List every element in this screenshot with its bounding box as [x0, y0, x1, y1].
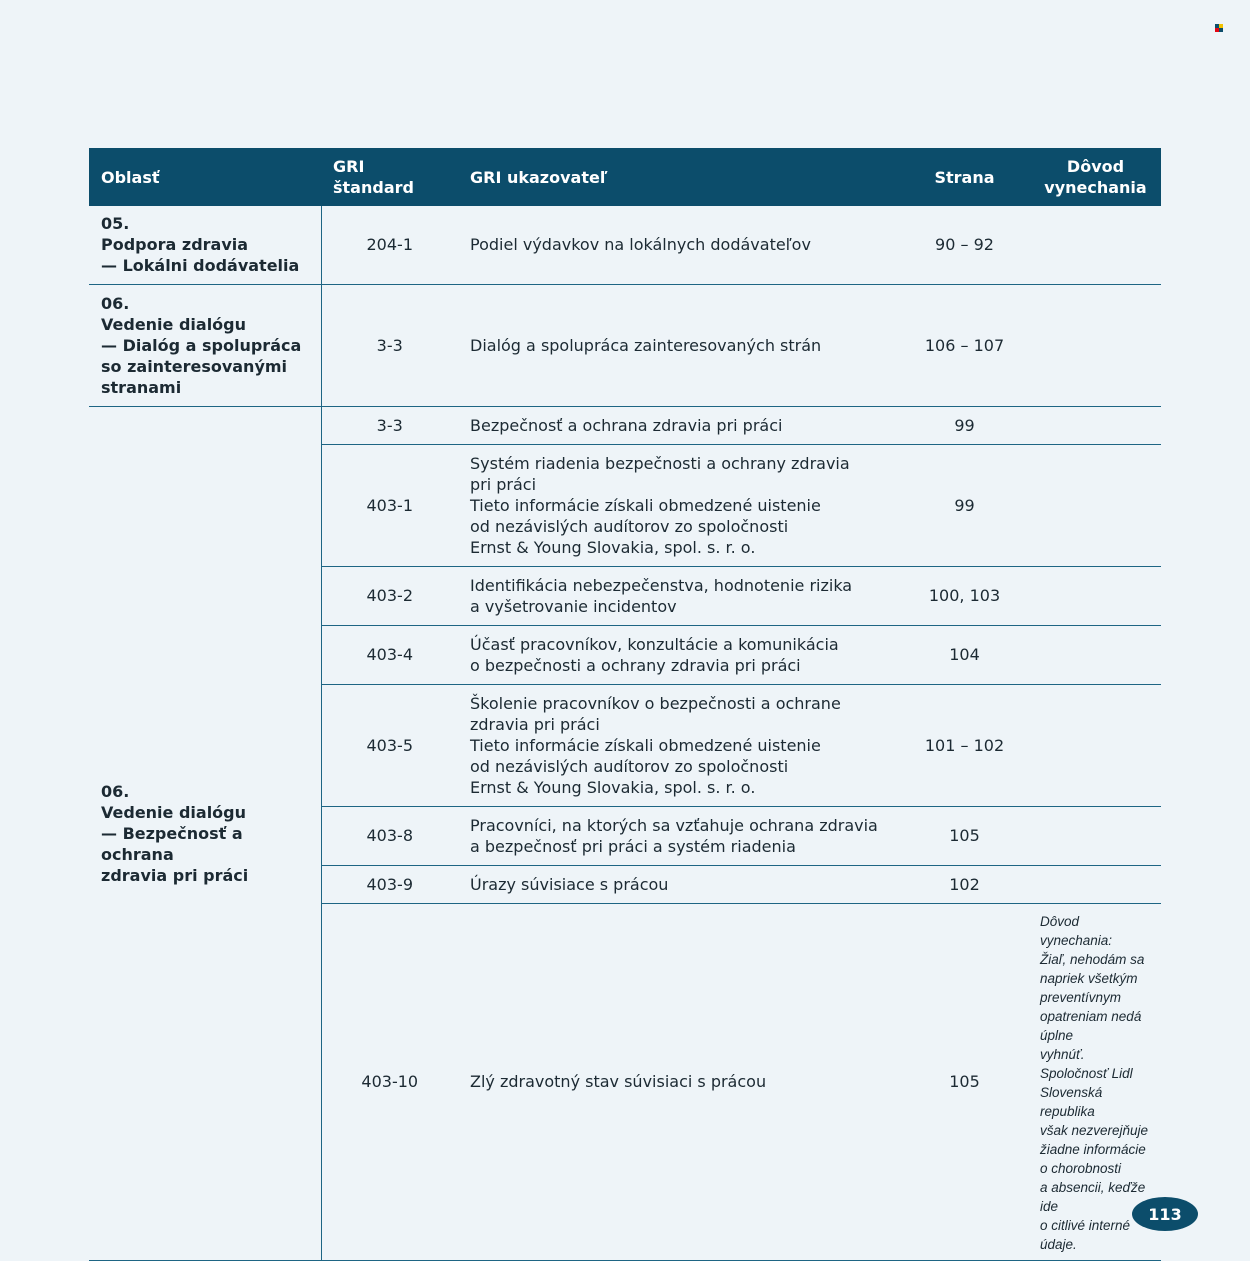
table-row [89, 206, 1161, 284]
standard-cell: 403-4 [321, 625, 458, 684]
standard-cell: 3-3 [321, 406, 458, 444]
indicator-cell [458, 206, 899, 284]
page-cell: 101 – 102 [899, 684, 1030, 806]
omission-reason-line: o chorobnosti [1040, 1160, 1122, 1176]
header-reason-line: vynechania [1044, 178, 1147, 197]
omission-reason-line: o citlivé interné údaje. [1040, 1217, 1131, 1252]
indicator-line: Účasť pracovníkov, konzultácie a komunikácia [470, 634, 839, 654]
area-label-line: stranami [101, 377, 182, 397]
header-reason [1030, 148, 1161, 206]
standard-cell: 403-2 [321, 566, 458, 625]
area-label-line: zdravia pri práci [101, 865, 249, 885]
omission-reason-cell [1030, 444, 1161, 566]
indicator-line: Systém riadenia bezpečnosti a ochrany zdravia [470, 453, 850, 473]
indicator-line: Úrazy súvisiace s prácou [470, 874, 669, 894]
indicator-line: a vyšetrovanie incidentov [470, 596, 677, 616]
area-label-line: Podpora zdravia [101, 235, 249, 255]
table-header-row [89, 148, 1161, 206]
omission-reason-line: žiadne informácie [1040, 1141, 1146, 1157]
omission-reason-cell [1030, 206, 1161, 284]
header-page: Strana [899, 148, 1030, 206]
indicator-line: o bezpečnosti a ochrany zdravia pri práci [470, 655, 801, 675]
area-label-line: Vedenie dialógu [101, 802, 247, 822]
page-cell: 99 [899, 444, 1030, 566]
indicator-line: Tieto informácie získali obmedzené uistenie [470, 735, 821, 755]
omission-reason-line: Žiaľ, nehodám sa [1040, 951, 1145, 967]
indicator-line: a bezpečnosť pri práci a systém riadenia [470, 836, 796, 856]
indicator-line: Dialóg a spolupráca zainteresovaných strán [470, 335, 822, 355]
page-cell: 90 – 92 [899, 206, 1030, 284]
indicator-line: Tieto informácie získali obmedzené uistenie [470, 495, 821, 515]
page-cell: 99 [899, 406, 1030, 444]
standard-cell: 403-1 [321, 444, 458, 566]
page-cell: 104 [899, 625, 1030, 684]
page-cell: 105 [899, 806, 1030, 865]
omission-reason-cell [1030, 284, 1161, 406]
indicator-line: Podiel výdavkov na lokálnych dodávateľov [470, 235, 811, 255]
omission-reason-line: a absencii, keďže ide [1040, 1179, 1146, 1214]
omission-reason-line: Slovenská republika [1040, 1084, 1103, 1119]
indicator-cell [458, 406, 899, 444]
area-label-line: Vedenie dialógu [101, 314, 247, 334]
omission-reason-line: vyhnúť. Spoločnosť Lidl [1040, 1046, 1133, 1081]
omission-reason-cell [1030, 566, 1161, 625]
standard-cell: 204-1 [321, 206, 458, 284]
indicator-cell [458, 444, 899, 566]
header-standard: GRI štandard [321, 148, 458, 206]
standard-cell: 403-5 [321, 684, 458, 806]
area-cell [89, 406, 321, 1260]
table-row [89, 284, 1161, 406]
omission-reason-cell [1030, 806, 1161, 865]
standard-cell: 403-10 [321, 903, 458, 1260]
indicator-cell [458, 566, 899, 625]
omission-reason-cell [1030, 406, 1161, 444]
omission-reason-line: preventívnym [1040, 989, 1122, 1005]
header-area: Oblasť [89, 148, 321, 206]
indicator-cell [458, 865, 899, 903]
indicator-cell [458, 625, 899, 684]
omission-reason-line: však nezverejňuje [1040, 1122, 1149, 1138]
indicator-line: od nezávislých audítorov zo spoločnosti [470, 756, 789, 776]
indicator-cell [458, 903, 899, 1260]
indicator-line: Identifikácia nebezpečenstva, hodnotenie rizika [470, 575, 853, 595]
omission-reason-cell [1030, 625, 1161, 684]
page-number: 113 [1132, 1197, 1198, 1231]
indicator-line: Bezpečnosť a ochrana zdravia pri práci [470, 415, 783, 435]
indicator-line: pri práci [470, 474, 537, 494]
page-cell: 106 – 107 [899, 284, 1030, 406]
indicator-line: Školenie pracovníkov o bezpečnosti a ochrane [470, 693, 841, 713]
gri-index-table [89, 148, 1161, 1261]
standard-cell: 3-3 [321, 284, 458, 406]
area-cell [89, 206, 321, 284]
area-label-line: so zainteresovanými [101, 356, 288, 376]
table-row [89, 406, 1161, 444]
indicator-line: Ernst & Young Slovakia, spol. s. r. o. [470, 777, 756, 797]
area-label-line: — Lokálni dodávatelia [101, 256, 300, 276]
omission-reason-line: napriek všetkým [1040, 970, 1138, 986]
page-cell: 105 [899, 903, 1030, 1260]
indicator-line: od nezávislých audítorov zo spoločnosti [470, 516, 789, 536]
page-cell: 100, 103 [899, 566, 1030, 625]
indicator-cell [458, 684, 899, 806]
omission-reason-cell [1030, 684, 1161, 806]
indicator-line: zdravia pri práci [470, 714, 600, 734]
header-reason-line: Dôvod [1066, 157, 1125, 176]
page-cell: 102 [899, 865, 1030, 903]
indicator-line: Pracovníci, na ktorých sa vzťahuje ochrana zdravia [470, 815, 878, 835]
area-label-line: — Dialóg a spolupráca [101, 335, 302, 355]
omission-reason-line: Dôvod vynechania: [1040, 913, 1113, 948]
indicator-line: Ernst & Young Slovakia, spol. s. r. o. [470, 537, 756, 557]
standard-cell: 403-8 [321, 806, 458, 865]
omission-reason-cell [1030, 865, 1161, 903]
area-label-line: — Bezpečnosť a ochrana [101, 823, 243, 864]
brand-logo-icon [1215, 24, 1227, 36]
area-label-line: 06. [101, 293, 130, 313]
area-cell [89, 284, 321, 406]
omission-reason-line: opatreniam nedá úplne [1040, 1008, 1142, 1043]
indicator-line: Zlý zdravotný stav súvisiaci s prácou [470, 1072, 767, 1091]
area-label-line: 05. [101, 214, 130, 234]
indicator-cell [458, 806, 899, 865]
indicator-cell [458, 284, 899, 406]
area-label-line: 06. [101, 781, 130, 801]
standard-cell: 403-9 [321, 865, 458, 903]
header-indicator: GRI ukazovateľ [458, 148, 899, 206]
